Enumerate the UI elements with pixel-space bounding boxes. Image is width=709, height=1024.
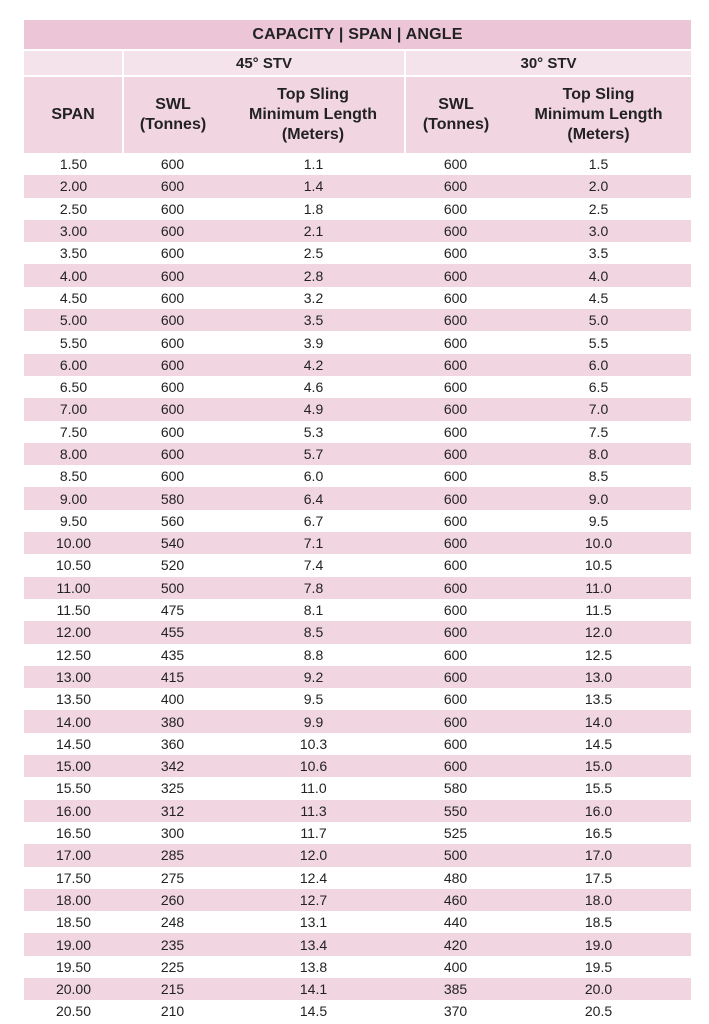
cell-span: 4.00 [24, 264, 123, 286]
cell-swl-30: 550 [405, 800, 506, 822]
cell-swl-30: 600 [405, 621, 506, 643]
group-blank [24, 50, 123, 76]
header-swl-30 [405, 76, 506, 153]
cell-swl-30: 370 [443, 1003, 468, 1020]
cell-swl-45: 235 [123, 933, 222, 955]
cell-swl-45: 300 [160, 825, 185, 842]
cell-span: 9.00 [24, 487, 123, 509]
cell-span: 4.50 [59, 289, 88, 306]
cell-swl-30: 600 [443, 557, 468, 574]
cell-swl-30: 600 [443, 602, 468, 619]
cell-top-sling-30: 8.5 [588, 468, 609, 485]
cell-swl-30: 600 [443, 334, 468, 351]
cell-top-sling-45: 11.3 [222, 800, 405, 822]
cell-swl-45: 312 [123, 800, 222, 822]
cell-top-sling-30: 13.5 [584, 691, 613, 708]
cell-span: 18.00 [24, 889, 123, 911]
cell-swl-45: 260 [123, 889, 222, 911]
cell-top-sling-30: 17.5 [584, 869, 613, 886]
cell-top-sling-45: 6.0 [303, 468, 324, 485]
table-row [24, 487, 691, 509]
capacity-table-container [24, 20, 691, 1023]
cell-top-sling-45: 10.3 [299, 735, 328, 752]
table-row [24, 599, 691, 621]
cell-swl-45: 540 [123, 532, 222, 554]
table-row [24, 777, 691, 799]
cell-top-sling-30: 4.5 [588, 289, 609, 306]
cell-swl-30: 385 [405, 978, 506, 1000]
cell-top-sling-30: 6.5 [588, 379, 609, 396]
table-row [24, 710, 691, 732]
table-row [24, 688, 691, 710]
cell-top-sling-45: 13.4 [222, 933, 405, 955]
table-row [24, 577, 691, 599]
table-row [24, 889, 691, 911]
cell-span: 16.00 [24, 800, 123, 822]
cell-top-sling-45: 11.7 [300, 825, 327, 842]
header-span: SPAN [24, 76, 123, 153]
cell-swl-45: 600 [160, 423, 185, 440]
table-row [24, 354, 691, 376]
header-swl-line1: SWL [155, 96, 191, 113]
cell-top-sling-45: 1.4 [222, 175, 405, 197]
cell-span: 8.00 [24, 443, 123, 465]
cell-top-sling-30: 7.0 [506, 398, 691, 420]
cell-top-sling-30: 10.5 [584, 557, 613, 574]
table-row [24, 956, 691, 978]
table-row [24, 153, 691, 175]
cell-span: 15.00 [24, 755, 123, 777]
table-row [24, 532, 691, 554]
cell-swl-45: 580 [123, 487, 222, 509]
cell-top-sling-45: 5.7 [222, 443, 405, 465]
cell-top-sling-45: 7.1 [222, 532, 405, 554]
cell-top-sling-30: 18.5 [584, 914, 613, 931]
cell-swl-45: 600 [160, 200, 185, 217]
header-top-line3: (Meters) [281, 126, 345, 143]
table-row [24, 220, 691, 242]
capacity-table [24, 20, 691, 1023]
cell-top-sling-30: 20.0 [506, 978, 691, 1000]
table-row [24, 1000, 691, 1022]
cell-top-sling-30: 9.5 [588, 512, 609, 529]
table-row [24, 287, 691, 309]
cell-span: 10.00 [24, 532, 123, 554]
cell-swl-45: 600 [123, 175, 222, 197]
cell-swl-45: 600 [160, 468, 185, 485]
cell-top-sling-45: 12.7 [222, 889, 405, 911]
cell-span: 1.50 [59, 156, 88, 173]
header-top-line2: Minimum Length [249, 106, 377, 123]
cell-top-sling-30: 4.0 [506, 264, 691, 286]
cell-swl-30: 600 [443, 379, 468, 396]
cell-top-sling-30: 12.5 [584, 646, 613, 663]
cell-swl-30: 525 [443, 825, 468, 842]
cell-span: 16.50 [55, 825, 92, 842]
table-row [24, 978, 691, 1000]
table-row [24, 867, 691, 889]
cell-top-sling-45: 1.1 [303, 156, 324, 173]
cell-top-sling-30: 16.5 [584, 825, 613, 842]
cell-swl-45: 600 [160, 379, 185, 396]
header-swl-line1: SWL [438, 96, 474, 113]
cell-span: 8.50 [59, 468, 88, 485]
header-top-line1: Top Sling [277, 86, 349, 103]
table-row [24, 666, 691, 688]
cell-swl-30: 460 [405, 889, 506, 911]
cell-swl-30: 600 [405, 175, 506, 197]
cell-top-sling-45: 8.1 [303, 602, 324, 619]
cell-swl-45: 248 [160, 914, 185, 931]
table-row [24, 933, 691, 955]
table-row [24, 510, 691, 532]
cell-span: 17.00 [24, 844, 123, 866]
cell-swl-30: 580 [443, 780, 468, 797]
cell-top-sling-45: 3.2 [303, 289, 324, 306]
cell-span: 2.00 [24, 175, 123, 197]
cell-swl-45: 435 [160, 646, 185, 663]
cell-span: 15.50 [55, 780, 92, 797]
cell-swl-30: 440 [443, 914, 468, 931]
cell-span: 3.50 [59, 245, 88, 262]
table-row [24, 911, 691, 933]
cell-swl-45: 342 [123, 755, 222, 777]
cell-span: 14.00 [24, 710, 123, 732]
cell-top-sling-30: 17.0 [506, 844, 691, 866]
table-row [24, 554, 691, 576]
cell-span: 3.00 [24, 220, 123, 242]
cell-top-sling-45: 3.5 [222, 309, 405, 331]
cell-swl-45: 475 [160, 602, 185, 619]
cell-swl-30: 600 [405, 532, 506, 554]
cell-swl-45: 600 [160, 334, 185, 351]
cell-swl-30: 600 [405, 354, 506, 376]
cell-span: 6.00 [24, 354, 123, 376]
cell-swl-45: 600 [160, 289, 185, 306]
cell-top-sling-45: 9.2 [222, 666, 405, 688]
cell-span: 2.50 [59, 200, 88, 217]
cell-swl-45: 360 [160, 735, 185, 752]
header-top-sling-45 [222, 76, 405, 153]
cell-span: 19.50 [55, 958, 92, 975]
cell-span: 10.50 [55, 557, 92, 574]
cell-swl-30: 600 [405, 666, 506, 688]
cell-top-sling-45: 2.5 [303, 245, 324, 262]
table-row [24, 175, 691, 197]
cell-top-sling-30: 5.5 [588, 334, 609, 351]
cell-top-sling-30: 14.5 [584, 735, 613, 752]
cell-swl-45: 210 [160, 1003, 185, 1020]
cell-top-sling-30: 19.0 [506, 933, 691, 955]
table-row [24, 465, 691, 487]
cell-top-sling-30: 15.0 [506, 755, 691, 777]
cell-swl-45: 325 [160, 780, 185, 797]
cell-swl-30: 600 [405, 309, 506, 331]
table-row [24, 822, 691, 844]
table-row [24, 421, 691, 443]
cell-swl-30: 420 [405, 933, 506, 955]
cell-top-sling-45: 3.9 [303, 334, 324, 351]
cell-swl-30: 600 [405, 220, 506, 242]
cell-top-sling-45: 4.9 [222, 398, 405, 420]
cell-swl-30: 600 [405, 443, 506, 465]
cell-swl-30: 600 [405, 264, 506, 286]
cell-top-sling-45: 12.0 [222, 844, 405, 866]
cell-top-sling-45: 14.5 [299, 1003, 328, 1020]
cell-swl-30: 600 [443, 735, 468, 752]
cell-top-sling-45: 10.6 [222, 755, 405, 777]
table-row [24, 621, 691, 643]
cell-top-sling-45: 13.1 [299, 914, 328, 931]
cell-top-sling-30: 11.0 [506, 577, 691, 599]
group-30-stv: 30° STV [405, 50, 691, 76]
table-row [24, 331, 691, 353]
cell-swl-45: 600 [123, 309, 222, 331]
cell-top-sling-30: 6.0 [506, 354, 691, 376]
cell-top-sling-30: 7.5 [588, 423, 609, 440]
cell-span: 6.50 [59, 379, 88, 396]
cell-swl-45: 600 [123, 354, 222, 376]
cell-top-sling-45: 12.4 [299, 869, 328, 886]
cell-span: 12.00 [24, 621, 123, 643]
cell-top-sling-30: 1.5 [588, 156, 609, 173]
cell-top-sling-30: 16.0 [506, 800, 691, 822]
cell-span: 7.50 [59, 423, 88, 440]
cell-top-sling-30: 13.0 [506, 666, 691, 688]
cell-span: 18.50 [55, 914, 92, 931]
cell-top-sling-45: 5.3 [303, 423, 324, 440]
cell-top-sling-45: 13.8 [299, 958, 328, 975]
cell-top-sling-30: 10.0 [506, 532, 691, 554]
header-top-line3: (Meters) [567, 126, 630, 143]
table-row [24, 309, 691, 331]
cell-top-sling-30: 19.5 [584, 958, 613, 975]
cell-top-sling-30: 5.0 [506, 309, 691, 331]
table-row [24, 800, 691, 822]
cell-top-sling-45: 4.6 [303, 379, 324, 396]
table-body [24, 153, 691, 1023]
cell-swl-30: 600 [443, 512, 468, 529]
cell-swl-45: 520 [160, 557, 185, 574]
cell-span: 11.50 [56, 602, 91, 619]
table-row [24, 443, 691, 465]
cell-top-sling-45: 9.5 [303, 691, 324, 708]
cell-swl-30: 600 [405, 398, 506, 420]
cell-span: 7.00 [24, 398, 123, 420]
cell-top-sling-30: 15.5 [584, 780, 613, 797]
cell-swl-30: 600 [405, 577, 506, 599]
cell-span: 12.50 [55, 646, 92, 663]
cell-span: 5.50 [59, 334, 88, 351]
cell-swl-45: 560 [160, 512, 185, 529]
cell-top-sling-30: 8.0 [506, 443, 691, 465]
header-top-line1: Top Sling [562, 86, 635, 103]
cell-swl-45: 600 [123, 398, 222, 420]
cell-top-sling-30: 2.0 [506, 175, 691, 197]
table-row [24, 644, 691, 666]
table-row [24, 264, 691, 286]
cell-swl-30: 600 [443, 289, 468, 306]
table-row [24, 242, 691, 264]
cell-swl-30: 500 [405, 844, 506, 866]
cell-swl-45: 225 [160, 958, 185, 975]
cell-top-sling-45: 7.4 [303, 557, 324, 574]
cell-top-sling-30: 14.0 [506, 710, 691, 732]
cell-top-sling-30: 3.0 [506, 220, 691, 242]
header-top-line2: Minimum Length [534, 106, 663, 123]
table-row [24, 398, 691, 420]
cell-swl-45: 600 [123, 264, 222, 286]
cell-swl-30: 600 [443, 156, 468, 173]
cell-swl-45: 380 [123, 710, 222, 732]
cell-swl-45: 600 [123, 443, 222, 465]
cell-span: 9.50 [59, 512, 88, 529]
cell-swl-45: 600 [123, 220, 222, 242]
cell-top-sling-45: 6.4 [222, 487, 405, 509]
cell-swl-45: 215 [123, 978, 222, 1000]
cell-top-sling-45: 11.0 [300, 780, 327, 797]
cell-swl-30: 600 [443, 691, 468, 708]
cell-top-sling-45: 1.8 [303, 200, 324, 217]
cell-span: 5.00 [24, 309, 123, 331]
cell-swl-30: 600 [405, 710, 506, 732]
cell-span: 20.50 [55, 1003, 92, 1020]
cell-swl-30: 600 [443, 646, 468, 663]
header-top-sling-30 [506, 76, 691, 153]
table-title: CAPACITY | SPAN | ANGLE [24, 20, 691, 50]
cell-top-sling-30: 9.0 [506, 487, 691, 509]
cell-swl-30: 600 [443, 200, 468, 217]
cell-span: 20.00 [24, 978, 123, 1000]
cell-swl-45: 600 [160, 156, 185, 173]
cell-top-sling-45: 8.8 [303, 646, 324, 663]
header-swl-line2: (Tonnes) [422, 116, 490, 133]
cell-top-sling-30: 2.5 [588, 200, 609, 217]
cell-top-sling-45: 2.1 [222, 220, 405, 242]
table-row [24, 733, 691, 755]
cell-swl-45: 455 [123, 621, 222, 643]
table-row [24, 376, 691, 398]
cell-top-sling-45: 14.1 [222, 978, 405, 1000]
cell-top-sling-45: 8.5 [222, 621, 405, 643]
table-row [24, 844, 691, 866]
cell-swl-30: 600 [443, 245, 468, 262]
cell-swl-30: 480 [443, 869, 468, 886]
cell-swl-45: 500 [123, 577, 222, 599]
cell-span: 13.00 [24, 666, 123, 688]
table-row [24, 198, 691, 220]
cell-swl-45: 600 [160, 245, 185, 262]
cell-swl-30: 600 [443, 468, 468, 485]
cell-top-sling-45: 6.7 [303, 512, 324, 529]
cell-top-sling-45: 4.2 [222, 354, 405, 376]
cell-swl-45: 275 [160, 869, 185, 886]
cell-top-sling-45: 7.8 [222, 577, 405, 599]
cell-span: 13.50 [55, 691, 92, 708]
header-swl-line2: (Tonnes) [139, 116, 207, 133]
cell-span: 14.50 [55, 735, 92, 752]
group-45-stv: 45° STV [123, 50, 405, 76]
cell-top-sling-30: 3.5 [588, 245, 609, 262]
cell-span: 19.00 [24, 933, 123, 955]
cell-top-sling-30: 18.0 [506, 889, 691, 911]
cell-top-sling-45: 9.9 [222, 710, 405, 732]
cell-swl-30: 600 [443, 423, 468, 440]
cell-top-sling-45: 2.8 [222, 264, 405, 286]
header-swl-45 [123, 76, 222, 153]
cell-top-sling-30: 11.5 [585, 602, 612, 619]
cell-top-sling-30: 20.5 [584, 1003, 613, 1020]
cell-swl-30: 600 [405, 755, 506, 777]
cell-swl-45: 400 [160, 691, 185, 708]
cell-swl-45: 285 [123, 844, 222, 866]
cell-swl-30: 400 [443, 958, 468, 975]
cell-span: 11.00 [24, 577, 123, 599]
table-row [24, 755, 691, 777]
cell-top-sling-30: 12.0 [506, 621, 691, 643]
cell-swl-45: 415 [123, 666, 222, 688]
cell-swl-30: 600 [405, 487, 506, 509]
cell-span: 17.50 [55, 869, 92, 886]
